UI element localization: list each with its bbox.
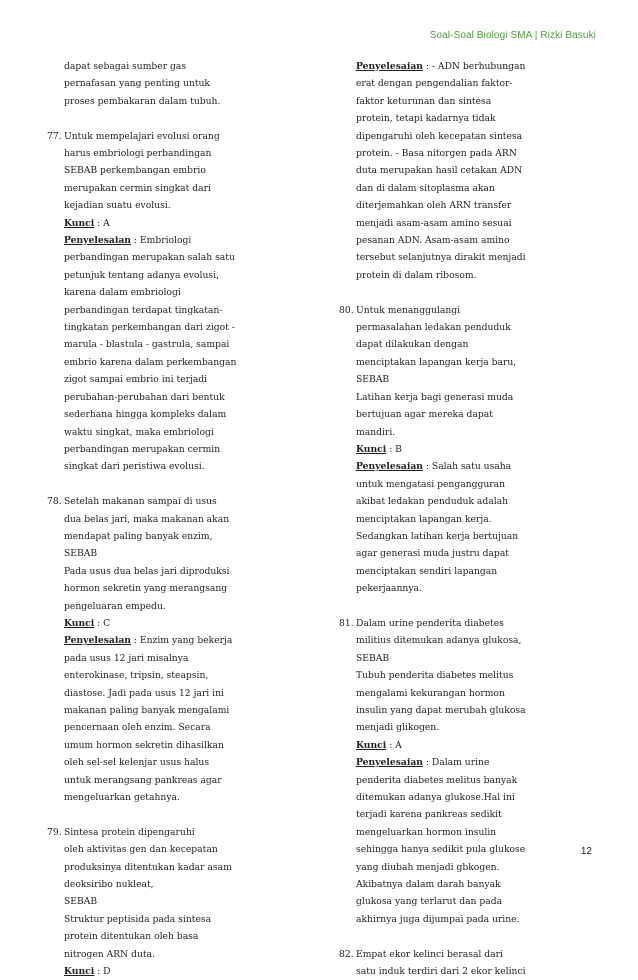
- solution-line: tersebut selanjutnya dirakit menjadi: [356, 252, 526, 264]
- solution-line: menciptakan lapangan kerja.: [356, 513, 492, 525]
- question-line: deoksiribo nukleat,: [64, 879, 154, 891]
- answer-key-value: : B: [386, 443, 402, 455]
- solution-line: Sedangkan latihan kerja bertujuan: [356, 530, 519, 542]
- solution-line: mengeluarkan getahnya.: [64, 792, 180, 804]
- question-line: Pada usus dua belas jari diproduksi: [64, 565, 230, 577]
- question-line: SEBAB: [64, 548, 98, 560]
- question-number: 78.: [47, 496, 62, 508]
- question-78: [48, 493, 238, 806]
- question-line: bertujuan agar mereka dapat: [356, 409, 493, 421]
- question-line: protein ditentukan oleh basa: [64, 931, 199, 943]
- solution-text: : - ADN berhubungan: [422, 61, 526, 72]
- question-line: pengeluaran empedu.: [64, 600, 166, 612]
- solution-line: dipengaruhi oleh kecepatan sintesa: [356, 130, 523, 142]
- answer-key-line: [64, 615, 238, 632]
- answer-key-label: Kunci: [356, 739, 387, 751]
- solution-line: menjadi asam-asam amino sesuai: [356, 217, 512, 229]
- question-number: 82.: [339, 948, 354, 960]
- solution-line: agar generasi muda justru dapat: [356, 548, 509, 560]
- question-line: Untuk menanggulangi: [356, 304, 461, 316]
- question-line: Empat ekor kelinci berasal dari: [356, 948, 503, 960]
- left-column: [48, 58, 238, 980]
- solution-text: : Enzim yang bekerja: [130, 635, 233, 647]
- question-number: 80.: [339, 304, 354, 316]
- solution-line: protein. - Basa nitorgen pada ARN: [356, 148, 517, 160]
- solution-text: : Dalam urine: [422, 757, 490, 769]
- solution-line: akhirnya juga dijumpai pada urine.: [356, 913, 520, 925]
- question-line: militius ditemukan adanya glukosa,: [356, 635, 522, 647]
- question-line: mendapat paling banyak enzim,: [64, 530, 213, 542]
- question-line: insulin yang dapat merubah glukosa: [356, 705, 526, 716]
- question-line: menciptakan lapangan kerja baru,: [356, 356, 517, 368]
- question-line: nitrogen ARN duta.: [64, 948, 156, 960]
- question-line: merupakan cermin singkat dari: [64, 182, 211, 194]
- solution-line: makanan paling banyak mengalami: [64, 705, 230, 716]
- solution-line: terjadi karena pankreas sedikit: [356, 809, 502, 821]
- question-82: [340, 946, 540, 980]
- answer-key-label: Kunci: [64, 966, 95, 978]
- text-line: dapat sebagai sumber gas: [64, 61, 187, 72]
- answer-key-label: Kunci: [64, 217, 95, 229]
- solution-line: embrio karena dalam perkembangan: [64, 356, 237, 368]
- question-line: SEBAB: [64, 896, 98, 908]
- question-line: dapat dilakukan dengan: [356, 339, 469, 351]
- solution-line: perbandingan terdapat tingkatan-: [64, 304, 223, 316]
- solution-line: petunjuk tentang adanya evolusi,: [64, 269, 219, 281]
- question-line: Setelah makanan sampai di usus: [64, 496, 217, 508]
- page-header: Soal-Soal Biologi SMA | Rizki Basuki: [429, 30, 596, 41]
- solution-label: Penyelesaian: [356, 61, 423, 72]
- solution-line: perbandingan merupakan cermin: [64, 443, 221, 455]
- question-line: SEBAB perkembangan embrio: [64, 165, 206, 177]
- question-80: [340, 302, 540, 598]
- answer-key-line: [356, 441, 540, 458]
- question-line: hormon sekretin yang merangsang: [64, 583, 228, 595]
- solution-line: protein di dalam ribosom.: [356, 269, 477, 281]
- solution-line: karena dalam embriologi: [64, 287, 181, 299]
- solution-line: pencernaan oleh enzim. Secara: [64, 722, 211, 734]
- question-line: mengalami kekurangan hormon: [356, 687, 505, 699]
- question-line: SEBAB: [356, 374, 390, 386]
- text-line: pernafasan yang penting untuk: [64, 78, 210, 90]
- question-line: Dalam urine penderita diabetes: [356, 617, 504, 629]
- answer-key-value: : A: [386, 739, 402, 751]
- solution-line: duta merupakan hasil cetakan ADN: [356, 165, 523, 177]
- question-77: [48, 128, 238, 476]
- question-line: satu induk terdiri dari 2 ekor kelinci: [356, 966, 526, 978]
- solution-line: [356, 754, 540, 771]
- solution-line: [356, 58, 540, 75]
- solution-line: singkat dari peristiwa evolusi.: [64, 461, 205, 473]
- answer-key-value: : D: [94, 966, 111, 978]
- solution-line: dan di dalam sitoplasma akan: [356, 182, 495, 194]
- solution-line: sehingga hanya sedikit pula glukose: [356, 844, 526, 856]
- text-line: proses pembakaran dalam tubuh.: [64, 95, 221, 107]
- question-line: oleh aktivitas gen dan kecepatan: [64, 844, 218, 856]
- solution-line: oleh sel-sel kelenjar usus halus: [64, 757, 210, 769]
- question-line: Tubuh penderita diabetes melitus: [356, 670, 514, 682]
- solution-line: protein, tetapi kadarnya tidak: [356, 113, 496, 125]
- solution-line: mengeluarkan hormon insulin: [356, 826, 497, 838]
- solution-line: untuk merangsang pankreas agar: [64, 774, 222, 786]
- question-line: harus embriologi perbandingan: [64, 148, 212, 160]
- solution-line: zigot sampai embrio ini terjadi: [64, 374, 208, 386]
- question-line: kejadian suatu evolusi.: [64, 200, 171, 212]
- question-line: Sintesa protein dipengaruhi: [64, 826, 195, 838]
- question-81: [340, 615, 540, 928]
- solution-line: diastose. Jadi pada usus 12 jari ini: [64, 687, 224, 699]
- question-line: Struktur peptisida pada sintesa: [64, 913, 212, 925]
- question-line: permasalahan ledakan penduduk: [356, 322, 511, 334]
- solution-line: diterjemahkan oleh ARN transfer: [356, 200, 512, 212]
- question-line: dua belas jari, maka makanan akan: [64, 513, 230, 525]
- solution-line: erat dengan pengendalian faktor-: [356, 78, 513, 90]
- question-line: menjadi glikogen.: [356, 722, 440, 734]
- answer-key-value: : A: [94, 217, 110, 229]
- question-79-solution: [340, 58, 540, 284]
- solution-label: Penyelesaian: [64, 235, 131, 247]
- question-number: 77.: [47, 130, 62, 142]
- page-number: 12: [580, 846, 592, 857]
- question-line: mandiri.: [356, 426, 396, 438]
- solution-line: marula - blastula - gastrula, sampai: [64, 339, 230, 351]
- solution-text: : Embriologi: [130, 235, 192, 247]
- solution-line: waktu singkat, maka embriologi: [64, 426, 214, 438]
- answer-key-value: : C: [94, 617, 111, 629]
- solution-line: pesanan ADN. Asam-asam amino: [356, 235, 510, 247]
- right-column: [340, 58, 540, 980]
- solution-line: Akibatnya dalam darah banyak: [356, 879, 501, 891]
- solution-line: enterokinase, tripsin, steapsin,: [64, 670, 209, 682]
- solution-line: faktor keturunan dan sintesa: [356, 95, 492, 107]
- answer-key-line: [64, 963, 238, 980]
- solution-line: pekerjaannya.: [356, 583, 422, 595]
- question-line: produksinya ditentukan kadar asam: [64, 861, 232, 873]
- solution-line: perubahan-perubahan dari bentuk: [64, 391, 225, 403]
- solution-label: Penyelesaian: [356, 757, 423, 769]
- continuation-text: [48, 58, 238, 110]
- solution-line: sederhana hingga kompleks dalam: [64, 409, 227, 421]
- solution-text: : Salah satu usaha: [422, 461, 512, 473]
- solution-line: untuk mengatasi pengangguran: [356, 478, 506, 490]
- solution-label: Penyelesaian: [64, 635, 131, 647]
- question-number: 79.: [47, 826, 62, 838]
- solution-line: tingkatan perkembangan dari zigot -: [64, 322, 235, 334]
- solution-line: pada usus 12 jari misalnya: [64, 652, 189, 664]
- question-line: Latihan kerja bagi generasi muda: [356, 391, 514, 403]
- answer-key-line: [64, 215, 238, 232]
- solution-line: menciptakan sendiri lapangan: [356, 565, 498, 577]
- solution-line: akibat ledakan penduduk adalah: [356, 496, 509, 508]
- question-line: SEBAB: [356, 652, 390, 664]
- answer-key-label: Kunci: [64, 617, 95, 629]
- solution-line: [64, 232, 238, 249]
- solution-line: perbandingan merupakan salah satu: [64, 252, 235, 264]
- solution-line: [356, 458, 540, 475]
- solution-line: [64, 632, 238, 649]
- solution-line: ditemukan adanya glukose.Hal ini: [356, 792, 515, 804]
- solution-label: Penyelesaian: [356, 461, 423, 473]
- question-line: Untuk mempelajari evolusi orang: [64, 130, 220, 142]
- question-number: 81.: [339, 617, 354, 629]
- answer-key-label: Kunci: [356, 443, 387, 455]
- solution-line: penderita diabetes melitus banyak: [356, 774, 518, 786]
- solution-line: yang diubah menjadi gbkogen.: [356, 861, 500, 873]
- solution-line: glukosa yang terlarut dan pada: [356, 896, 503, 908]
- answer-key-line: [356, 737, 540, 754]
- solution-line: umum hormon sekretin dihasilkan: [64, 739, 224, 751]
